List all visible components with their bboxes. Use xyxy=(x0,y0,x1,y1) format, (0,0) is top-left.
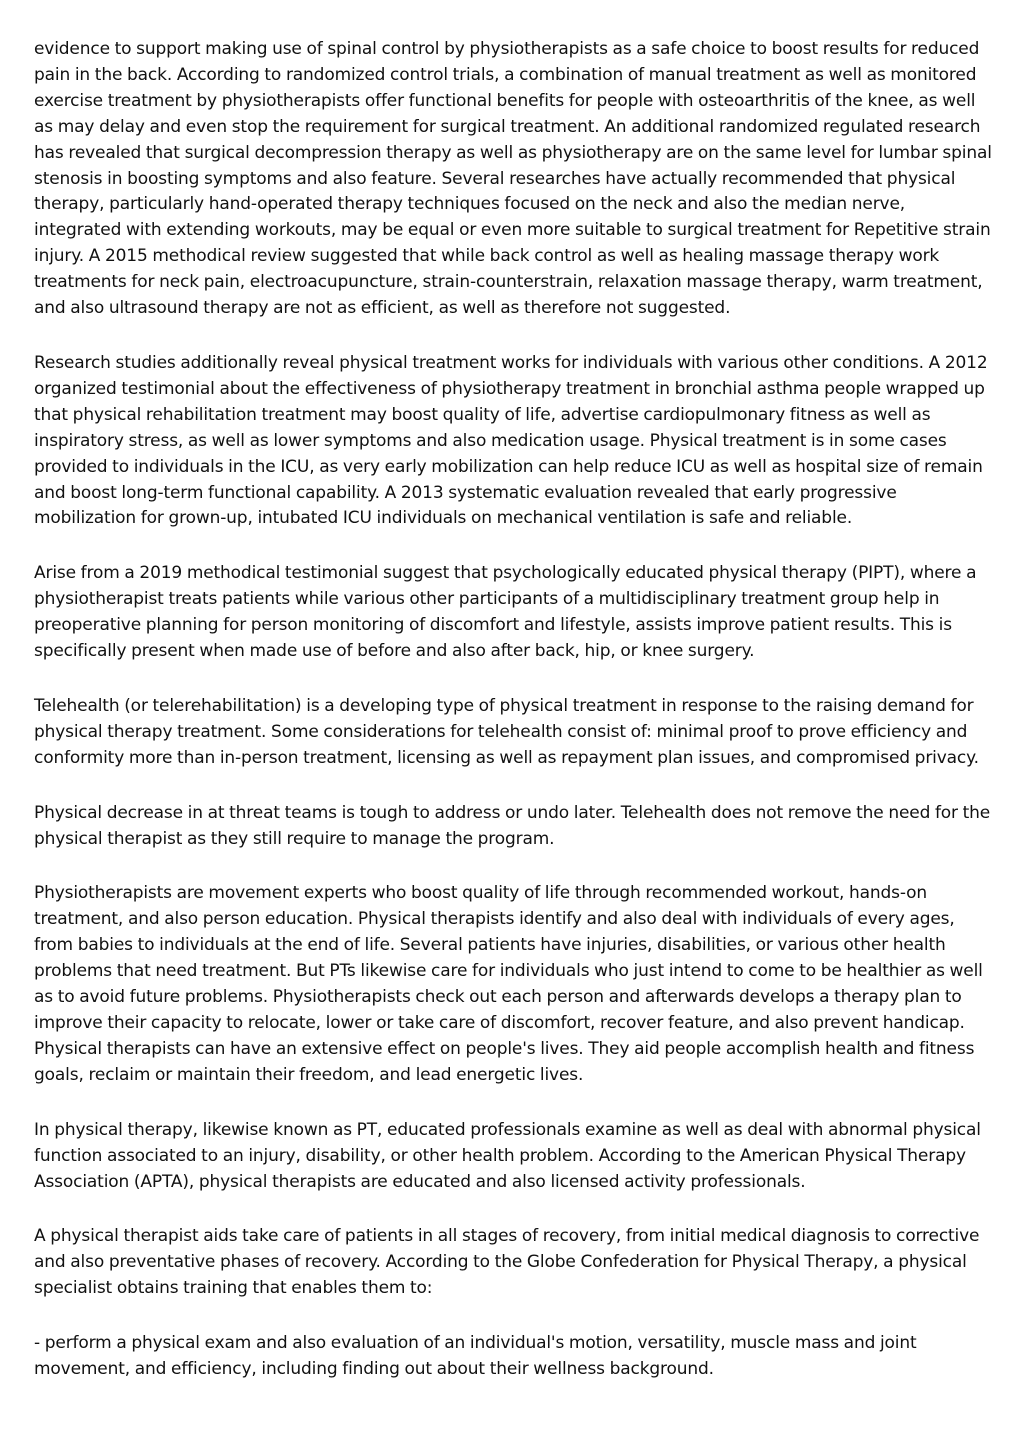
document-body xyxy=(34,37,994,1412)
paragraph-movement-experts: Physiotherapists are movement experts who boost quality of life through recommended workout, hands-on treatment, and also person education. Physical therapists identify and also deal with individuals of every ages, from babies to individuals at the end of life. Several patients have injuries, disabilities, or various other health problems that need treatment. But PTs likewise care for individuals who just intend to come to be healthier as well as to avoid future problems. Physiotherapists check out each person and afterwards develops a therapy plan to improve their capacity to relocate, lower or take care of discomfort, recover feature, and also prevent handicap. Physical therapists can have an extensive effect on people's lives. They aid people accomplish health and fitness goals, reclaim or maintain their freedom, and lead energetic lives. xyxy=(34,883,983,1085)
paragraph-pipt-review: Arise from a 2019 methodical testimonial suggest that psychologically educated physical therapy (PIPT), where a physiotherapist treats patients while various other participants of a multidisciplinary treatment group help in preoperative planning for person monitoring of discomfort and lifestyle, assists improve patient results. This is specifically present when made use of before and also after back, hip, or knee surgery. xyxy=(34,563,977,662)
list-item-physical-exam: - perform a physical exam and also evaluation of an individual's motion, versatility, muscle mass and joint movement, and efficiency, including finding out about their wellness background. xyxy=(34,1333,917,1380)
paragraph-pt-definition: In physical therapy, likewise known as PT, educated professionals examine as well as deal with abnormal physical function associated to an injury, disability, or other health problem. According to the American Physical Therapy Association (APTA), physical therapists are educated and also licensed activity professionals. xyxy=(34,1119,981,1192)
paragraph-stages-of-recovery: A physical therapist aids take care of patients in all stages of recovery, from initial medical diagnosis to corrective and also preventative phases of recovery. According to the Globe Confederation for Physical Therapy, a physical specialist obtains training that enables them to: xyxy=(34,1226,980,1299)
paragraph-physical-decrease: Physical decrease in at threat teams is tough to address or undo later. Telehealth does not remove the need for the physical therapist as they still require to manage the program. xyxy=(34,802,991,849)
paragraph-other-conditions: Research studies additionally reveal physical treatment works for individuals with various other conditions. A 2012 organized testimonial about the effectiveness of physiotherapy treatment in bronchial asthma people wrapped up that physical rehabilitation treatment may boost quality of life, advertise cardiopulmonary fitness as well as inspiratory stress, as well as lower symptoms and also medication usage. Physical treatment is in some cases provided to individuals in the ICU, as very early mobilization can help reduce ICU as well as hospital size of remain and boost long-term functional capability. A 2013 systematic evaluation revealed that early progressive mobilization for grown-up, intubated ICU individuals on mechanical ventilation is safe and reliable. xyxy=(34,352,988,529)
paragraph-telehealth: Telehealth (or telerehabilitation) is a developing type of physical treatment in response to the raising demand for physical therapy treatment. Some considerations for telehealth consist of: minimal proof to prove efficiency and conformity more than in-person treatment, licensing as well as repayment plan issues, and compromised privacy. xyxy=(34,695,979,768)
paragraph-spinal-control-evidence: evidence to support making use of spinal control by physiotherapists as a safe choice to boost results for reduced pain in the back. According to randomized control trials, a combination of manual treatment as well as monitored exercise treatment by physiotherapists offer functional benefits for people with osteoarthritis of the knee, as well as may delay and even stop the requirement for surgical treatment. An additional randomized regulated research has revealed that surgical decompression therapy as well as physiotherapy are on the same level for lumbar spinal stenosis in boosting symptoms and also feature. Several researches have actually recommended that physical therapy, particularly hand-operated therapy techniques focused on the neck and also the median nerve, integrated with extending workouts, may be equal or even more suitable to surgical treatment for Repetitive strain injury. A 2015 methodical review suggested that while back control as well as healing massage therapy work treatments for neck pain, electroacupuncture, strain-counterstrain, relaxation massage therapy, warm treatment, and also ultrasound therapy are not as efficient, as well as therefore not suggested. xyxy=(34,39,992,319)
